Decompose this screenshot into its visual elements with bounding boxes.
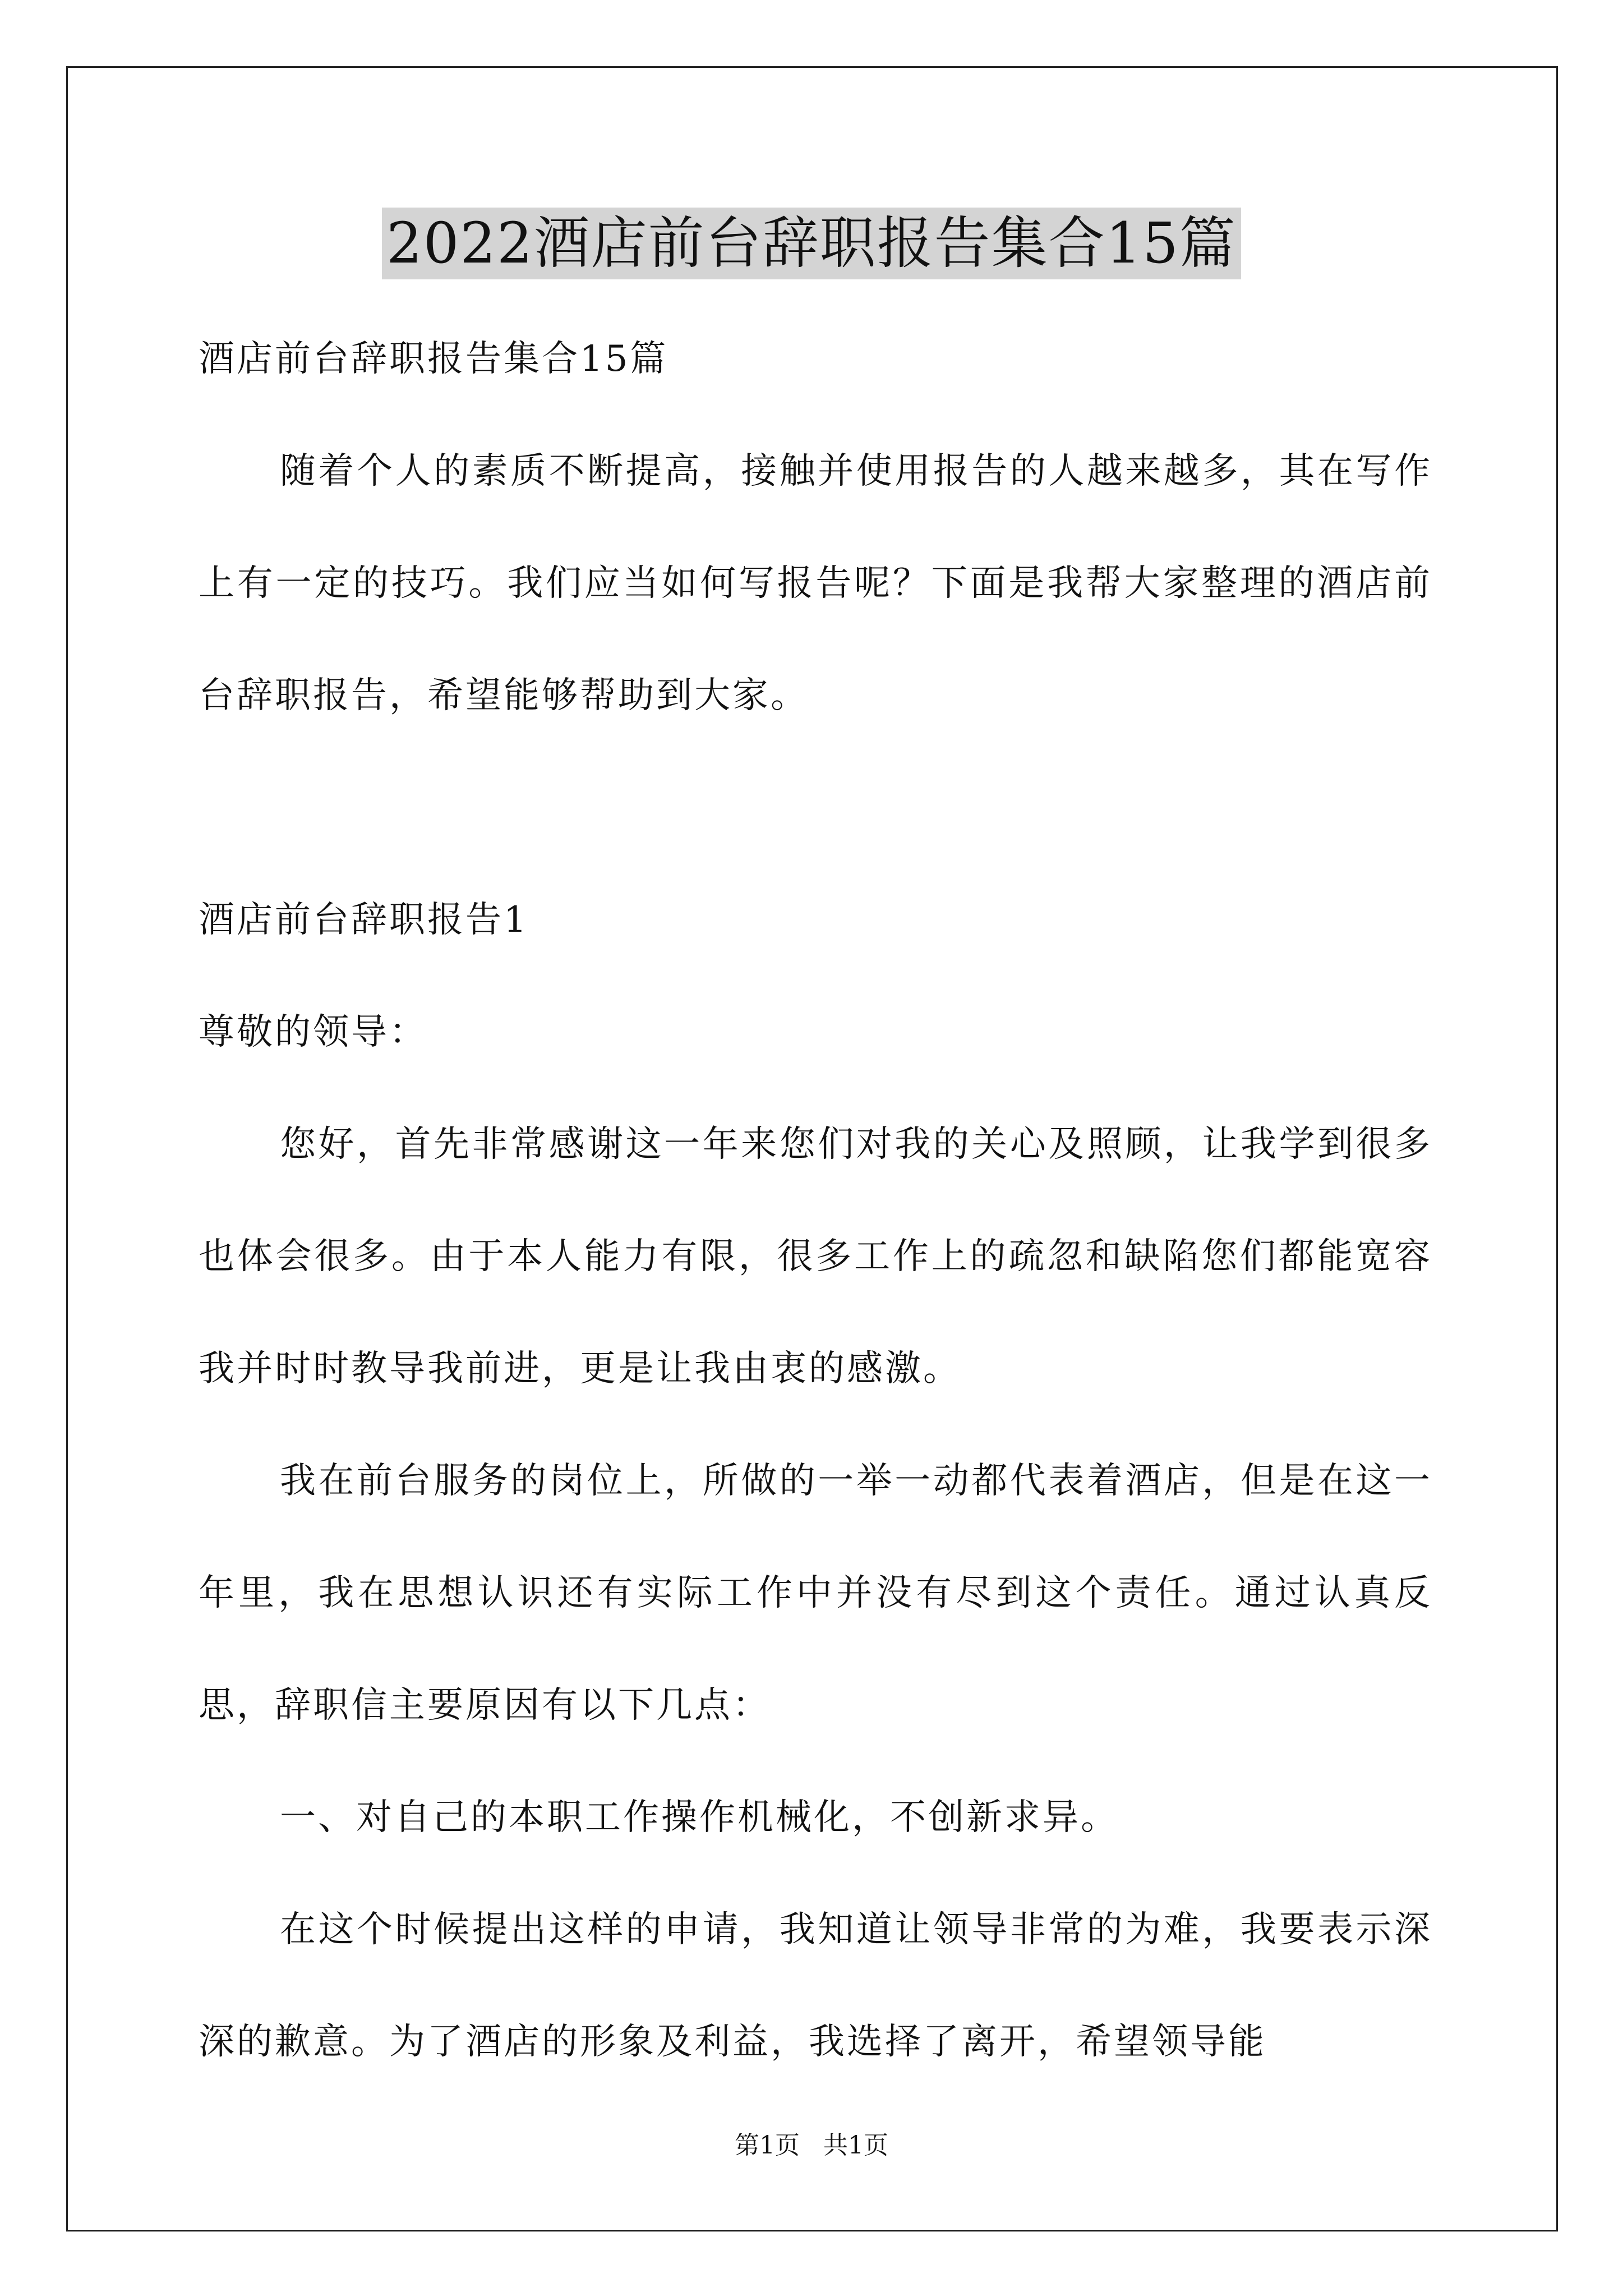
- document-title: 2022酒店前台辞职报告集合15篇: [382, 208, 1241, 279]
- body-paragraph: 在这个时候提出这样的申请，我知道让领导非常的为难，我要表示深深的歉意。为了酒店的形象及利益，我选择了离开，希望领导能: [199, 1909, 1432, 2063]
- body-paragraph: 一、对自己的本职工作操作机械化，不创新求异。: [280, 1797, 1119, 1838]
- title-wrap: [0, 208, 1623, 279]
- intro-paragraph: 随着个人的素质不断提高，接触并使用报告的人越来越多，其在写作上有一定的技巧。我们应当如何写报告呢？下面是我帮大家整理的酒店前台辞职报告，希望能够帮助到大家。: [199, 450, 1432, 716]
- body-paragraph: 您好，首先非常感谢这一年来您们对我的关心及照顾，让我学到很多也体会很多。由于本人能力有限，很多工作上的疏忽和缺陷您们都能宽容我并时时教导我前进，更是让我由衷的感激。: [199, 1124, 1432, 1389]
- document-subtitle: 酒店前台辞职报告集合15篇: [199, 338, 668, 380]
- salutation: 尊敬的领导：: [199, 1011, 427, 1053]
- body-paragraph: 我在前台服务的岗位上，所做的一举一动都代表着酒店，但是在这一年里，我在思想认识还有实际工作中并没有尽到这个责任。通过认真反思，辞职信主要原因有以下几点：: [199, 1460, 1432, 1726]
- document-body: [199, 303, 1432, 2098]
- page-footer: 第1页 共1页: [735, 2131, 888, 2160]
- section-heading: 酒店前台辞职报告1: [199, 899, 529, 941]
